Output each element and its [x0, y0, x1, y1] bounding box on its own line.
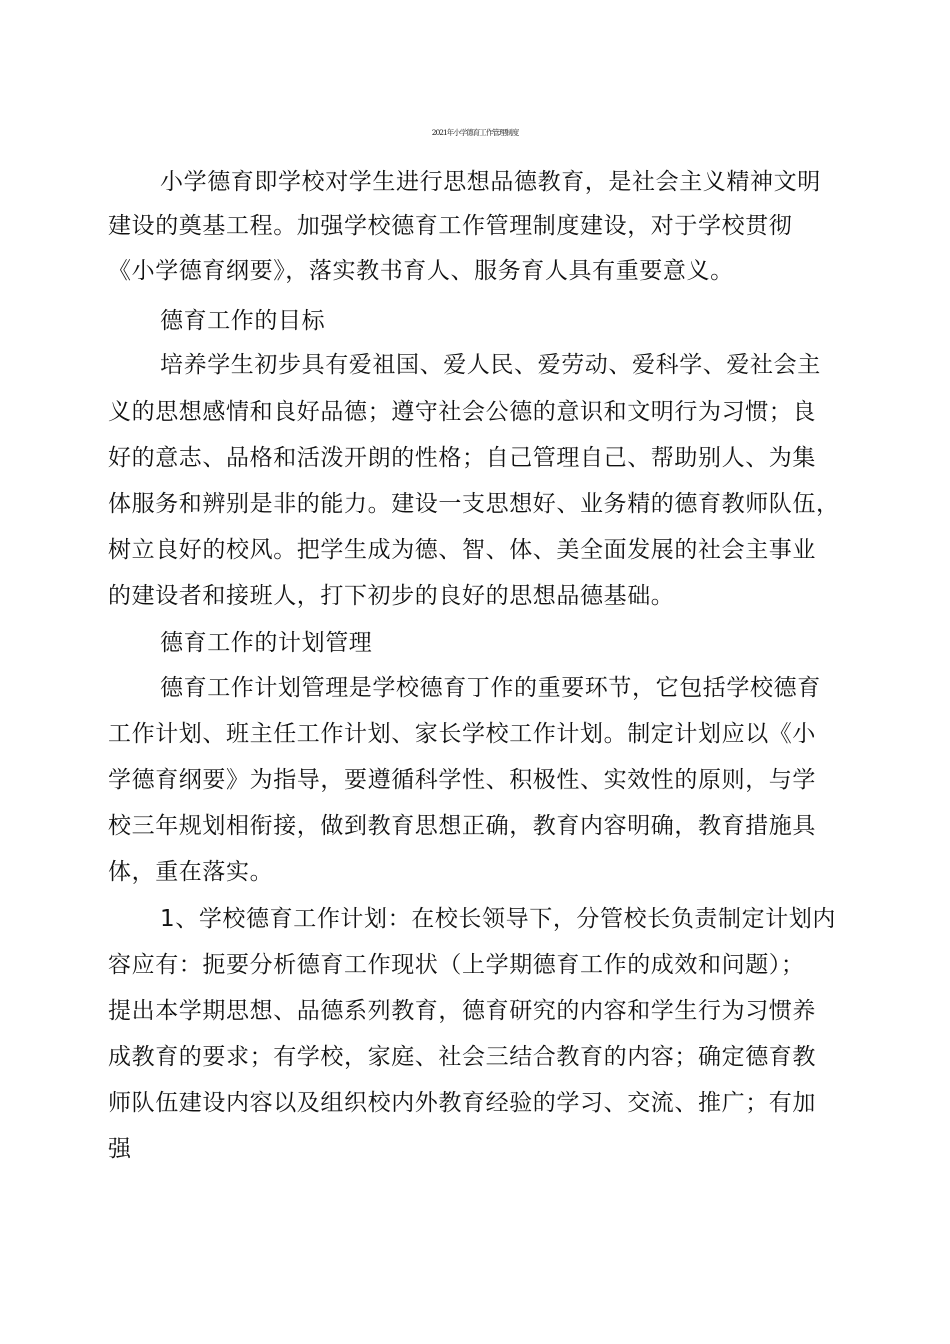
text-line: 义的思想感情和良好品德；遵守社会公德的意识和文明行为习惯；良	[108, 399, 816, 425]
text-line: 《小学德育纲要》，落实教书育人、服务育人具有重要意义。	[108, 258, 734, 284]
text-line: 树立良好的校风。把学生成为德、智、体、美全面发展的社会主事业	[108, 537, 816, 563]
document-title: 2021年小学德育工作管理制度	[431, 128, 519, 137]
text-line: 培养学生初步具有爱祖国、爱人民、爱劳动、爱科学、爱社会主	[160, 352, 821, 378]
text-line: 校三年规划相衔接，做到教育思想正确，教育内容明确，教育措施具	[108, 813, 816, 839]
text-line: 的建设者和接班人，打下初步的良好的思想品德基础。	[108, 583, 675, 609]
text-line: 德育工作计划管理是学校德育丁作的重要环节，它包括学校德育	[160, 675, 821, 701]
section-heading: 德育工作的目标	[160, 308, 326, 334]
text-line: 提出本学期思想、品德系列教育，德育研究的内容和学生行为习惯养	[108, 998, 816, 1024]
text-line: 建设的奠基工程。加强学校德育工作管理制度建设，对于学校贯彻	[108, 213, 793, 239]
section-heading: 德育工作的计划管理	[160, 630, 373, 656]
text-line: 体服务和辨别是非的能力。建设一支思想好、业务精的德育教师队伍，	[108, 491, 840, 517]
text-line: 成教育的要求；有学校，家庭、社会三结合教育的内容；确定德育教	[108, 1044, 816, 1070]
text-line: 小学德育即学校对学生进行思想品德教育，是社会主义精神文明	[160, 169, 821, 195]
text-line: 工作计划、班主任工作计划、家长学校工作计划。制定计划应以《小	[108, 721, 816, 747]
text-line: 容应有：扼要分析德育工作现状（上学期德育工作的成效和问题）；	[108, 952, 805, 978]
text-line: 1、学校德育工作计划：在校长领导下，分管校长负责制定计划内	[160, 906, 837, 932]
text-line: 体，重在落实。	[108, 859, 274, 885]
text-line: 强	[108, 1136, 132, 1162]
text-line: 学德育纲要》为指导，要遵循科学性、积极性、实效性的原则，与学	[108, 767, 816, 793]
text-line: 师队伍建设内容以及组织校内外教育经验的学习、交流、推广；有加	[108, 1090, 816, 1116]
text-line: 好的意志、品格和活泼开朗的性格；自己管理自己、帮助别人、为集	[108, 445, 816, 471]
